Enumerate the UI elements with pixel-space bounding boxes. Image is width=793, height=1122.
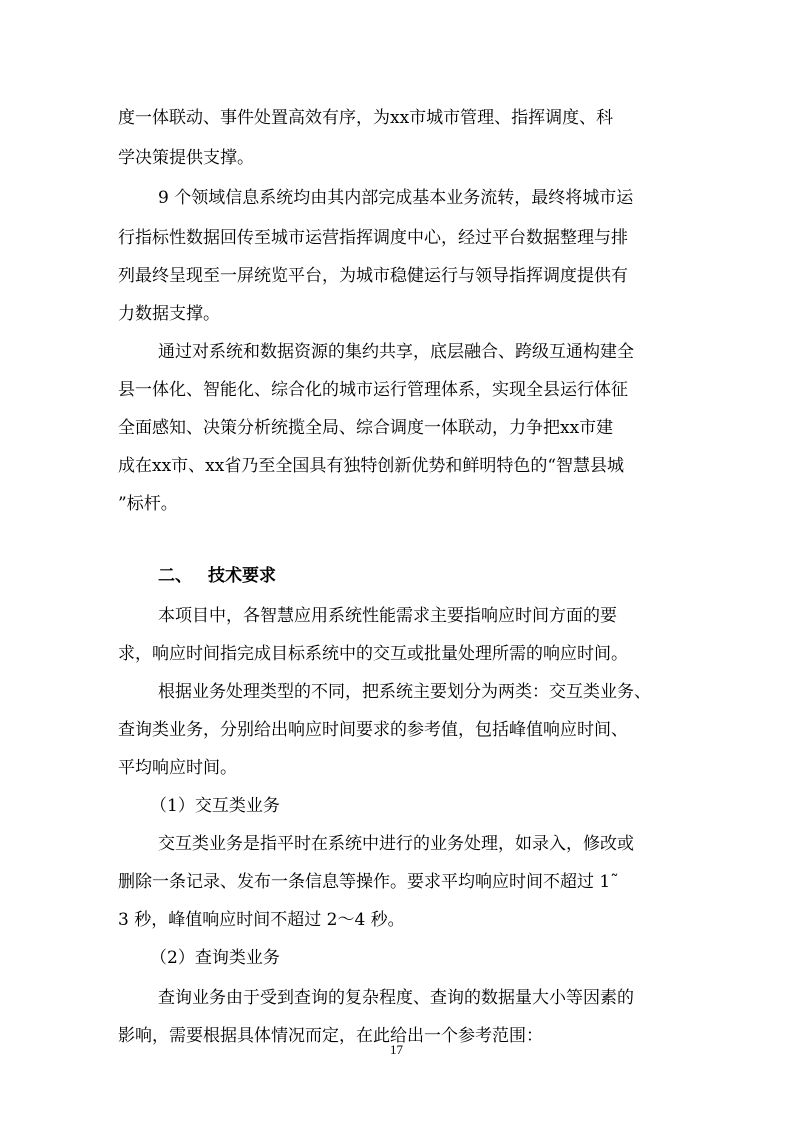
paragraph-line: 力数据支撑。 [118,304,220,324]
paragraph-line: 查询业务由于受到查询的复杂程度、查询的数据量大小等因素的 [158,988,634,1008]
paragraph-line: 度一体联动、事件处置高效有序，为xx市城市管理、指挥调度、科 [118,108,614,128]
subheading-query: （2）查询类业务 [150,948,280,968]
paragraph-line: 全面感知、决策分析统揽全局、综合调度一体联动，力争把xx市建 [118,418,614,438]
paragraph-line: 3 秒，峰值响应时间不超过 2～4 秒。 [118,910,405,930]
paragraph-line: 平均响应时间。 [118,758,237,778]
paragraph-line: 成在xx市、xx省乃至全国具有独特创新优势和鲜明特色的“智慧县城 [118,456,625,476]
subheading-interactive: （1）交互类业务 [150,796,280,816]
page-number: 17 [390,1042,403,1057]
paragraph-line: 影响，需要根据具体情况而定，在此给出一个参考范围： [118,1026,543,1046]
paragraph-line: 删除一条记录、发布一条信息等操作。要求平均响应时间不超过 1˜ [118,872,619,892]
paragraph-line: 根据业务处理类型的不同，把系统主要划分为两类：交互类业务、 [158,682,651,702]
paragraph-line: ”标杆。 [118,494,178,514]
paragraph-line: 通过对系统和数据资源的集约共享，底层融合、跨级互通构建全 [158,342,634,362]
paragraph-line: 查询类业务，分别给出响应时间要求的参考值，包括峰值响应时间、 [118,720,628,740]
paragraph-line: 行指标性数据回传至城市运营指挥调度中心，经过平台数据整理与排 [118,228,628,248]
paragraph-line: 本项目中，各智慧应用系统性能需求主要指响应时间方面的要 [158,606,617,626]
paragraph-line: 求，响应时间指完成目标系统中的交互或批量处理所需的响应时间。 [118,644,628,664]
paragraph-line: 县一体化、智能化、综合化的城市运行管理体系，实现全县运行体征 [118,380,628,400]
paragraph-line: 9 个领域信息系统均由其内部完成基本业务流转，最终将城市运 [158,188,634,208]
paragraph-line: 交互类业务是指平时在系统中进行的业务处理，如录入，修改或 [158,834,634,854]
paragraph-line: 学决策提供支撑。 [118,148,254,168]
section-number: 二、 [158,566,192,586]
paragraph-line: 列最终呈现至一屏统览平台，为城市稳健运行与领导指挥调度提供有 [118,266,628,286]
section-title: 技术要求 [208,566,276,586]
